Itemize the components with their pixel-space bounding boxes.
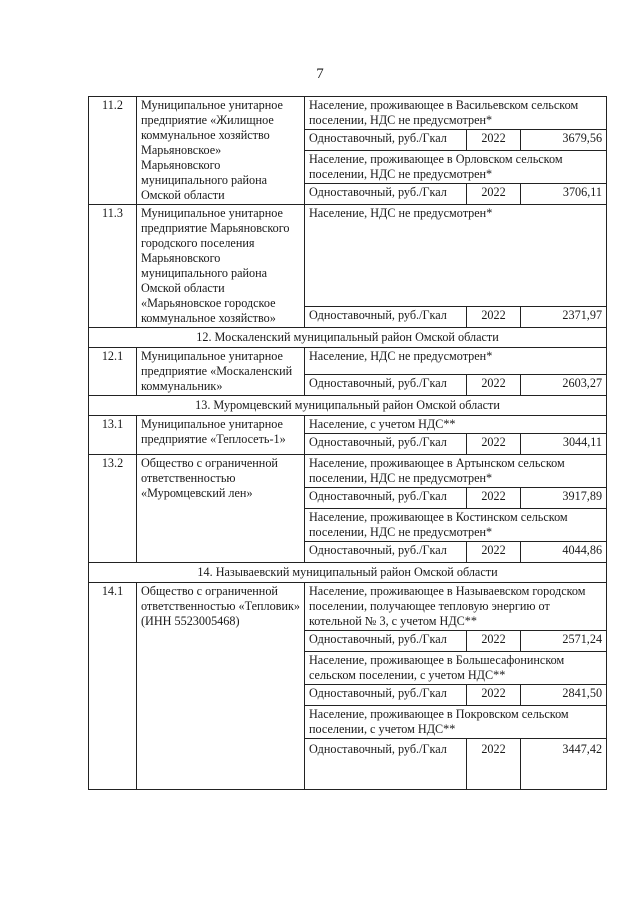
organization-name: Общество с ограниченной ответственностью «Тепловик» (ИНН 5523005468) — [137, 583, 305, 790]
tariff-year: 2022 — [467, 184, 521, 205]
consumer-category: Население, проживающее в Артынском сельском поселении, НДС не предусмотрен* — [305, 455, 607, 488]
consumer-category: Население, проживающее в Покровском сельском поселении, с учетом НДС** — [305, 706, 607, 739]
consumer-category: Население, проживающее в Орловском сельском поселении, НДС не предусмотрен* — [305, 151, 607, 184]
consumer-category: Население, проживающее в Костинском сельском поселении, НДС не предусмотрен* — [305, 509, 607, 542]
organization-name: Муниципальное унитарное предприятие Марьяновского городского поселения Марьяновского муниципального района Омской области «Марьяновское городское коммунальное хозяйство» — [137, 205, 305, 328]
tariff-value: 2841,50 — [521, 685, 607, 706]
tariff-type: Одноставочный, руб./Гкал — [305, 130, 467, 151]
tariff-type: Одноставочный, руб./Гкал — [305, 184, 467, 205]
tariff-table-body — [89, 97, 607, 790]
row-number: 14.1 — [89, 583, 137, 790]
tariff-year: 2022 — [467, 434, 521, 455]
tariff-value: 2603,27 — [521, 375, 607, 396]
tariff-year: 2022 — [467, 685, 521, 706]
tariff-value: 2571,24 — [521, 631, 607, 652]
organization-name: Муниципальное унитарное предприятие «Москаленский коммунальник» — [137, 348, 305, 396]
tariff-value: 3679,56 — [521, 130, 607, 151]
tariff-year: 2022 — [467, 739, 521, 790]
row-number: 11.2 — [89, 97, 137, 205]
page-number: 7 — [316, 66, 324, 82]
section-title: 13. Муромцевский муниципальный район Омской области — [89, 396, 607, 416]
tariff-type: Одноставочный, руб./Гкал — [305, 434, 467, 455]
category-row — [89, 416, 607, 434]
row-number: 12.1 — [89, 348, 137, 396]
tariff-year: 2022 — [467, 631, 521, 652]
organization-name: Муниципальное унитарное предприятие «Жилищное коммунальное хозяйство Марьяновское» Марьяновского муниципального района Омской области — [137, 97, 305, 205]
tariff-type: Одноставочный, руб./Гкал — [305, 307, 467, 328]
tariff-type: Одноставочный, руб./Гкал — [305, 685, 467, 706]
tariff-year: 2022 — [467, 307, 521, 328]
tariff-value: 4044,86 — [521, 542, 607, 563]
category-row — [89, 583, 607, 631]
consumer-category: Население, НДС не предусмотрен* — [305, 205, 607, 307]
section-title: 12. Москаленский муниципальный район Омской области — [89, 328, 607, 348]
consumer-category: Население, проживающее в Большесафонинском сельском поселении, с учетом НДС** — [305, 652, 607, 685]
tariff-value: 3447,42 — [521, 739, 607, 790]
tariff-year: 2022 — [467, 542, 521, 563]
row-number: 13.2 — [89, 455, 137, 563]
category-row — [89, 205, 607, 307]
category-row — [89, 348, 607, 375]
tariff-year: 2022 — [467, 130, 521, 151]
tariff-type: Одноставочный, руб./Гкал — [305, 739, 467, 790]
consumer-category: Население, НДС не предусмотрен* — [305, 348, 607, 375]
section-header-row — [89, 563, 607, 583]
section-header-row — [89, 396, 607, 416]
tariff-table — [88, 96, 607, 790]
category-row — [89, 455, 607, 488]
section-title: 14. Называевский муниципальный район Омской области — [89, 563, 607, 583]
consumer-category: Население, с учетом НДС** — [305, 416, 607, 434]
tariff-year: 2022 — [467, 488, 521, 509]
row-number: 13.1 — [89, 416, 137, 455]
tariff-year: 2022 — [467, 375, 521, 396]
organization-name: Общество с ограниченной ответственностью «Муромцевский лен» — [137, 455, 305, 563]
tariff-type: Одноставочный, руб./Гкал — [305, 488, 467, 509]
tariff-type: Одноставочный, руб./Гкал — [305, 542, 467, 563]
consumer-category: Население, проживающее в Васильевском сельском поселении, НДС не предусмотрен* — [305, 97, 607, 130]
tariff-value: 3706,11 — [521, 184, 607, 205]
organization-name: Муниципальное унитарное предприятие «Теплосеть-1» — [137, 416, 305, 455]
tariff-value: 3044,11 — [521, 434, 607, 455]
row-number: 11.3 — [89, 205, 137, 328]
tariff-type: Одноставочный, руб./Гкал — [305, 375, 467, 396]
tariff-type: Одноставочный, руб./Гкал — [305, 631, 467, 652]
tariff-value: 2371,97 — [521, 307, 607, 328]
section-header-row — [89, 328, 607, 348]
category-row — [89, 97, 607, 130]
consumer-category: Население, проживающее в Называевском городском поселении, получающее тепловую энергию от котельной № 3, с учетом НДС** — [305, 583, 607, 631]
tariff-value: 3917,89 — [521, 488, 607, 509]
